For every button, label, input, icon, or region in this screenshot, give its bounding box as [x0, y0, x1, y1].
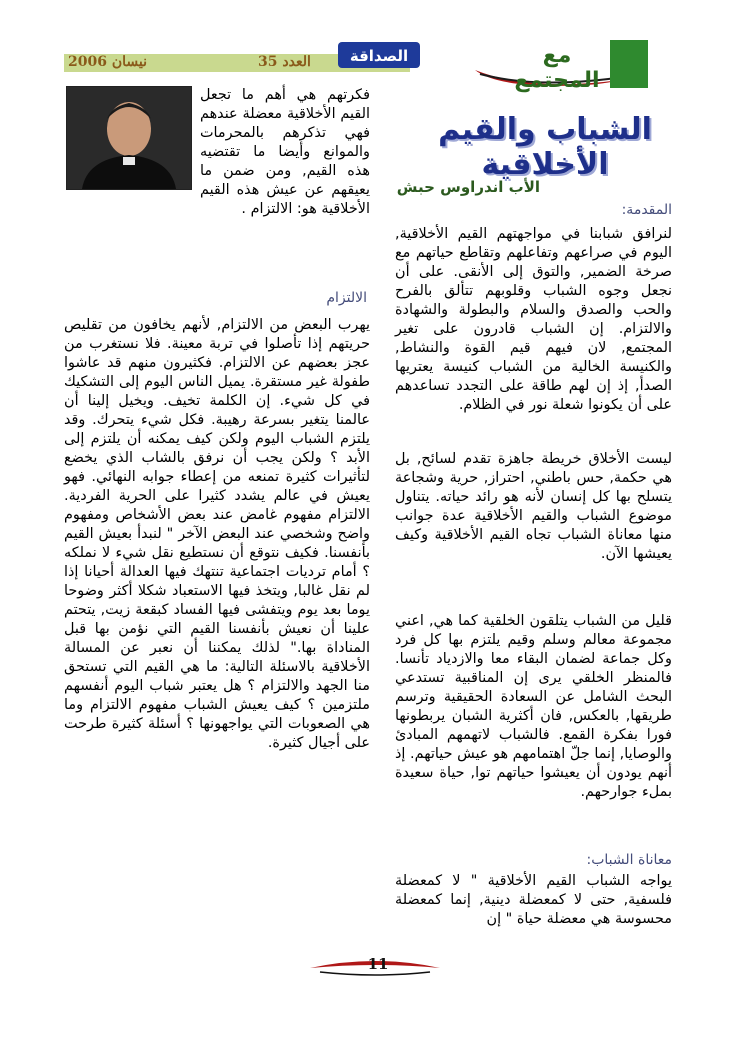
portrait-icon: [67, 87, 191, 189]
intro-paragraph-3-block: [395, 612, 672, 802]
intro-paragraph-3-text: قليل من الشباب يتلقون الخلقية كما هي, اعني مجموعة معالم وسلم وقيم يلتزم بها كل فرد وكل جماعة لضمان البقاء معا والازدياد تأنسا. فالمنظر الخلقي يرى إن المناقبية تستدعي البحث الشامل عن السعادة الحقيقية وترسم طريقها, بالعكس, فان أكثرية الشبان يربطونها فورا بفكرة القمع. فالشباب لاتهمهم المبادئ والوصايا, إنما جلّ اهتمامهم هو عيش حياتهم. إذ أنهم يودون أن يعيشوا حياتهم توا, حياة سعيدة بملء جوارحهم.: [395, 613, 672, 800]
intro-paragraph-2: ليست الأخلاق خريطة جاهزة تقدم لسائح, بل هي حكمة, حس باطني, احتراز, حرية وشجاعة يتسلح بها كل إنسان لأنه هو رائد حياته. يتناول موضوع الشباب والقيم الأخلاقية عدة جوانب منها معاناة الشباب تجاه القيم الأخلاقية وكيف يعيشها الآن.: [395, 451, 672, 562]
section-title: مع المجتمع: [514, 43, 600, 93]
suffering-paragraph: يواجه الشباب القيم الأخلاقية " لا كمعضلة فلسفية, حتى لا كمعضلة دينية, إنما كمعضلة محسوسة هي معضلة حياة " إن: [395, 873, 672, 927]
intro-paragraph-1: لنرافق شبابنا في مواجهتهم القيم الأخلاقية, اليوم في صراعهم وتفاعلهم وتقاطع حياتهم مع صرخة الضمير, والتوق إلى الأنقى. على أن نجعل وجوه الشباب وقلوبهم تتألق بالفرح والحب والصدق والسلام والبطولة والشهادة والالتزام. إن الشباب قادرون على تغير المجتمع, لان فيهم قيم القوة والنشاط, والكنيسة الخالية من الشباب كنيسة يعتريها الصدأ, إذ إن لهم طاقة على التجدد تساعدهم على أن يكونوا شعلة نور في الظلام.: [395, 226, 672, 413]
article-author: الأب اندراوس حبش: [396, 178, 540, 196]
author-portrait-photo: [66, 86, 192, 190]
issue-date: نيسان 2006: [68, 54, 147, 70]
suffering-heading: معاناة الشباب:: [586, 852, 672, 868]
article-title: الشباب والقيم الأخلاقية: [438, 112, 652, 182]
magazine-logo: [338, 38, 420, 72]
intro-heading: المقدمة:: [621, 202, 672, 218]
magazine-logo-text: الصداقة: [349, 47, 409, 65]
page-number: 11: [367, 955, 389, 973]
commitment-paragraph: يهرب البعض من الالتزام, لأنهم يخافون من تقليص حريتهم إذا تأصلوا في تربة معينة. فلا نستغرب من عجز بعضهم عن الالتزام. فكثيرون منهم قد عاشوا طفولة غير مستقرة. يميل الناس اليوم إلى التشكيك في كل شيء. إن الكلمة تخيف. ويخيل إلينا أن عالمنا يتغير بسرعة رهيبة. فكل شيء يتحرك. وقد يلتزم الشباب اليوم ولكن كيف يمكنه أن يلتزم إلى الأبد ؟ ولكن يجب أن نرفق بالشاب الذي يخضع لتأثيرات كثيرة تمنعه من إعطاء جوابه النهائي. فهو يعيش في عالم يشدد كثيرا على الحرية الفردية. الالتزام مفهوم غامض عند بعض الأشخاص ومفهوم واضح وشخصي عند البعض الآخر " لنبدأ بعيش القيم بأنفسنا. فكيف نتوقع أن نستطيع نقل شيء لا نملكه ؟ أمام ترديات اجتماعية تنتهك فيها العدالة أحيانا إذا لم نقل غالبا, ويتخذ فيها الاستعباد شكلا أكثر وضوحا يوما بعد يوم ويتفشى فيها الفساد كبقعة زيت, يتحتم علينا أن نعيش بأنفسنا القيم التي نؤمن بها قبل المناداة بها." لذلك يمكننا أن نعبر عن المسالة الأخلاقية بالاسئلة التالية: ما هي القيم التي تستحق منا الجهد والالتزام ؟ هل يعتبر شباب اليوم أنفسهم ملتزمين ؟ كيف يعيش الشباب مفهوم الالتزام وما هي الصعوبات التي يواجهونها ؟ أسئلة كثيرة طرحت على أجيال كثيرة.: [64, 317, 370, 751]
issue-number: العدد 35: [258, 54, 311, 70]
commitment-heading: الالتزام: [326, 290, 367, 306]
top-left-paragraph: فكرتهم هي أهم ما تجعل القيم الأخلاقية معضلة عندهم فهي تذكرهم بالمحرمات والموانع وأيضا ما تقتضيه هذه القيم, ومن ضمن ما يعيقهم عن عيش هذه القيم الأخلاقية هو: الالتزام .: [200, 87, 370, 217]
intro-paragraph-3: [395, 450, 672, 564]
